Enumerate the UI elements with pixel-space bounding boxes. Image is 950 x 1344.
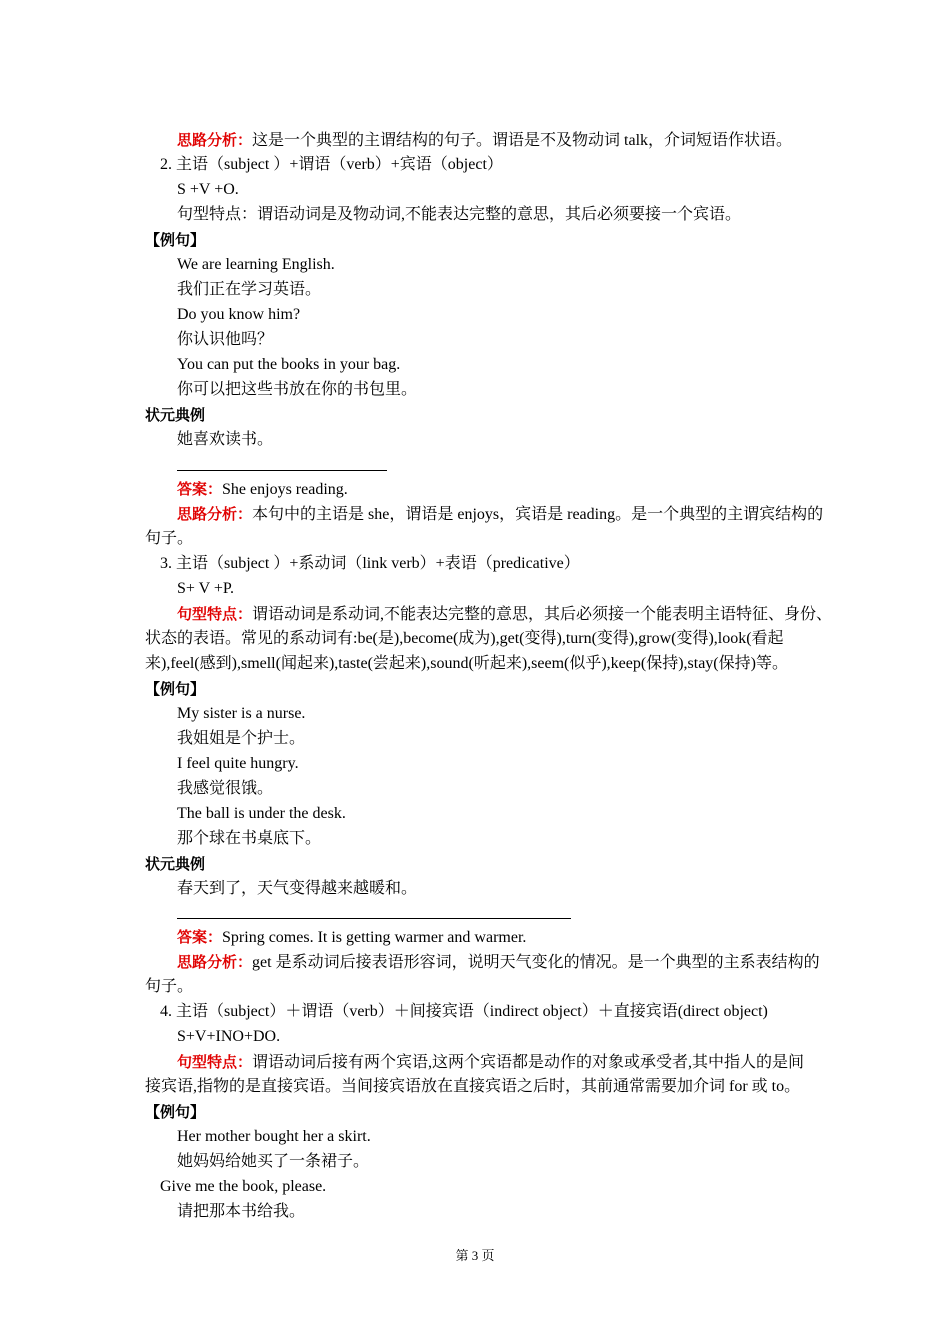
answer-text: Spring comes. It is getting warmer and warmer. <box>222 929 527 946</box>
analysis-continuation: 句子。 <box>145 978 194 995</box>
example-translation: 我感觉很饿。 <box>177 780 274 797</box>
pattern-4-feature <box>177 1052 804 1073</box>
analysis-line-3 <box>177 952 820 973</box>
analysis-text: 本句中的主语是 she，谓语是 enjoys，宾语是 reading。是一个典型的主谓宾结构的 <box>252 506 824 523</box>
example-translation: 我姐姐是个护士。 <box>177 730 306 747</box>
example-sentence: I feel quite hungry. <box>177 755 299 772</box>
pattern-3-feature <box>177 604 832 625</box>
feature-continuation: 来),feel(感到),smell(闻起来),taste(尝起来),sound(听起来),seem(似乎),keep(保持),stay(保持)等。 <box>145 655 788 672</box>
example-translation: 她妈妈给她买了一条裙子。 <box>177 1153 370 1170</box>
pattern-3-formula: S+ V +P. <box>177 580 235 597</box>
example-sentence: We are learning English. <box>177 256 335 273</box>
example-translation: 你可以把这些书放在你的书包里。 <box>177 381 418 398</box>
analysis-text: get 是系动词后接表语形容词，说明天气变化的情况。是一个典型的主系表结构的 <box>252 954 820 971</box>
examples-heading-2: 【例句】 <box>145 680 206 698</box>
analysis-line-2 <box>177 504 823 525</box>
example-translation: 请把那本书给我。 <box>177 1203 306 1220</box>
analysis-label: 思路分析： <box>177 131 253 149</box>
examples-heading-3: 【例句】 <box>145 1103 206 1121</box>
example-sentence: Give me the book, please. <box>160 1178 327 1195</box>
analysis-text: 这是一个典型的主谓结构的句子。谓语是不及物动词 talk，介词短语作状语。 <box>252 132 793 149</box>
pattern-4-formula: S+V+INO+DO. <box>177 1028 281 1045</box>
feature-label: 句型特点： <box>177 1053 253 1071</box>
example-sentence: The ball is under the desk. <box>177 805 346 822</box>
feature-text: 谓语动词是系动词,不能表达完整的意思，其后必须接一个能表明主语特征、身份、 <box>252 606 833 623</box>
answer-blank-1 <box>177 470 387 471</box>
answer-line-2 <box>177 927 526 948</box>
pattern-2-formula: S +V +O. <box>177 181 239 198</box>
feature-label: 句型特点： <box>177 605 253 623</box>
feature-continuation: 状态的表语。常见的系动词有:be(是),become(成为),get(变得),turn(变得),grow(变得),look(看起 <box>145 630 784 647</box>
example-sentence: Her mother bought her a skirt. <box>177 1128 371 1145</box>
examples-heading-1: 【例句】 <box>145 231 206 249</box>
example-translation: 那个球在书桌底下。 <box>177 830 322 847</box>
pattern-4-heading: 4. 主语（subject）＋谓语（verb）＋间接宾语（indirect object）＋直接宾语(direct object) <box>160 1003 768 1020</box>
answer-label: 答案： <box>177 480 223 498</box>
model-example-heading-2: 状元典例 <box>145 855 206 873</box>
example-translation: 你认识他吗？ <box>177 331 274 348</box>
example-sentence: My sister is a nurse. <box>177 705 306 722</box>
exercise-prompt: 她喜欢读书。 <box>177 431 274 448</box>
pattern-2-feature: 句型特点：谓语动词是及物动词,不能表达完整的意思，其后必须要接一个宾语。 <box>177 206 742 223</box>
pattern-3-heading: 3. 主语（subject ）+系动词（link verb）+表语（predicative） <box>160 555 580 572</box>
page-number: 第 3 页 <box>455 1248 495 1263</box>
analysis-label: 思路分析： <box>177 505 253 523</box>
example-sentence: Do you know him? <box>177 306 301 323</box>
feature-continuation: 接宾语,指物的是直接宾语。当间接宾语放在直接宾语之后时，其前通常需要加介词 for 或 to。 <box>145 1078 801 1095</box>
example-translation: 我们正在学习英语。 <box>177 281 322 298</box>
feature-text: 谓语动词后接有两个宾语,这两个宾语都是动作的对象或承受者,其中指人的是间 <box>252 1054 805 1071</box>
exercise-prompt: 春天到了，天气变得越来越暖和。 <box>177 880 418 897</box>
analysis-label: 思路分析： <box>177 953 253 971</box>
answer-line-1 <box>177 479 348 500</box>
analysis-line-1 <box>177 130 792 151</box>
model-example-heading-1: 状元典例 <box>145 406 206 424</box>
answer-blank-2 <box>177 918 571 919</box>
answer-label: 答案： <box>177 928 223 946</box>
example-sentence: You can put the books in your bag. <box>177 356 401 373</box>
pattern-2-heading: 2. 主语（subject ）+谓语（verb）+宾语（object） <box>160 156 503 173</box>
analysis-continuation: 句子。 <box>145 530 194 547</box>
answer-text: She enjoys reading. <box>222 481 348 498</box>
